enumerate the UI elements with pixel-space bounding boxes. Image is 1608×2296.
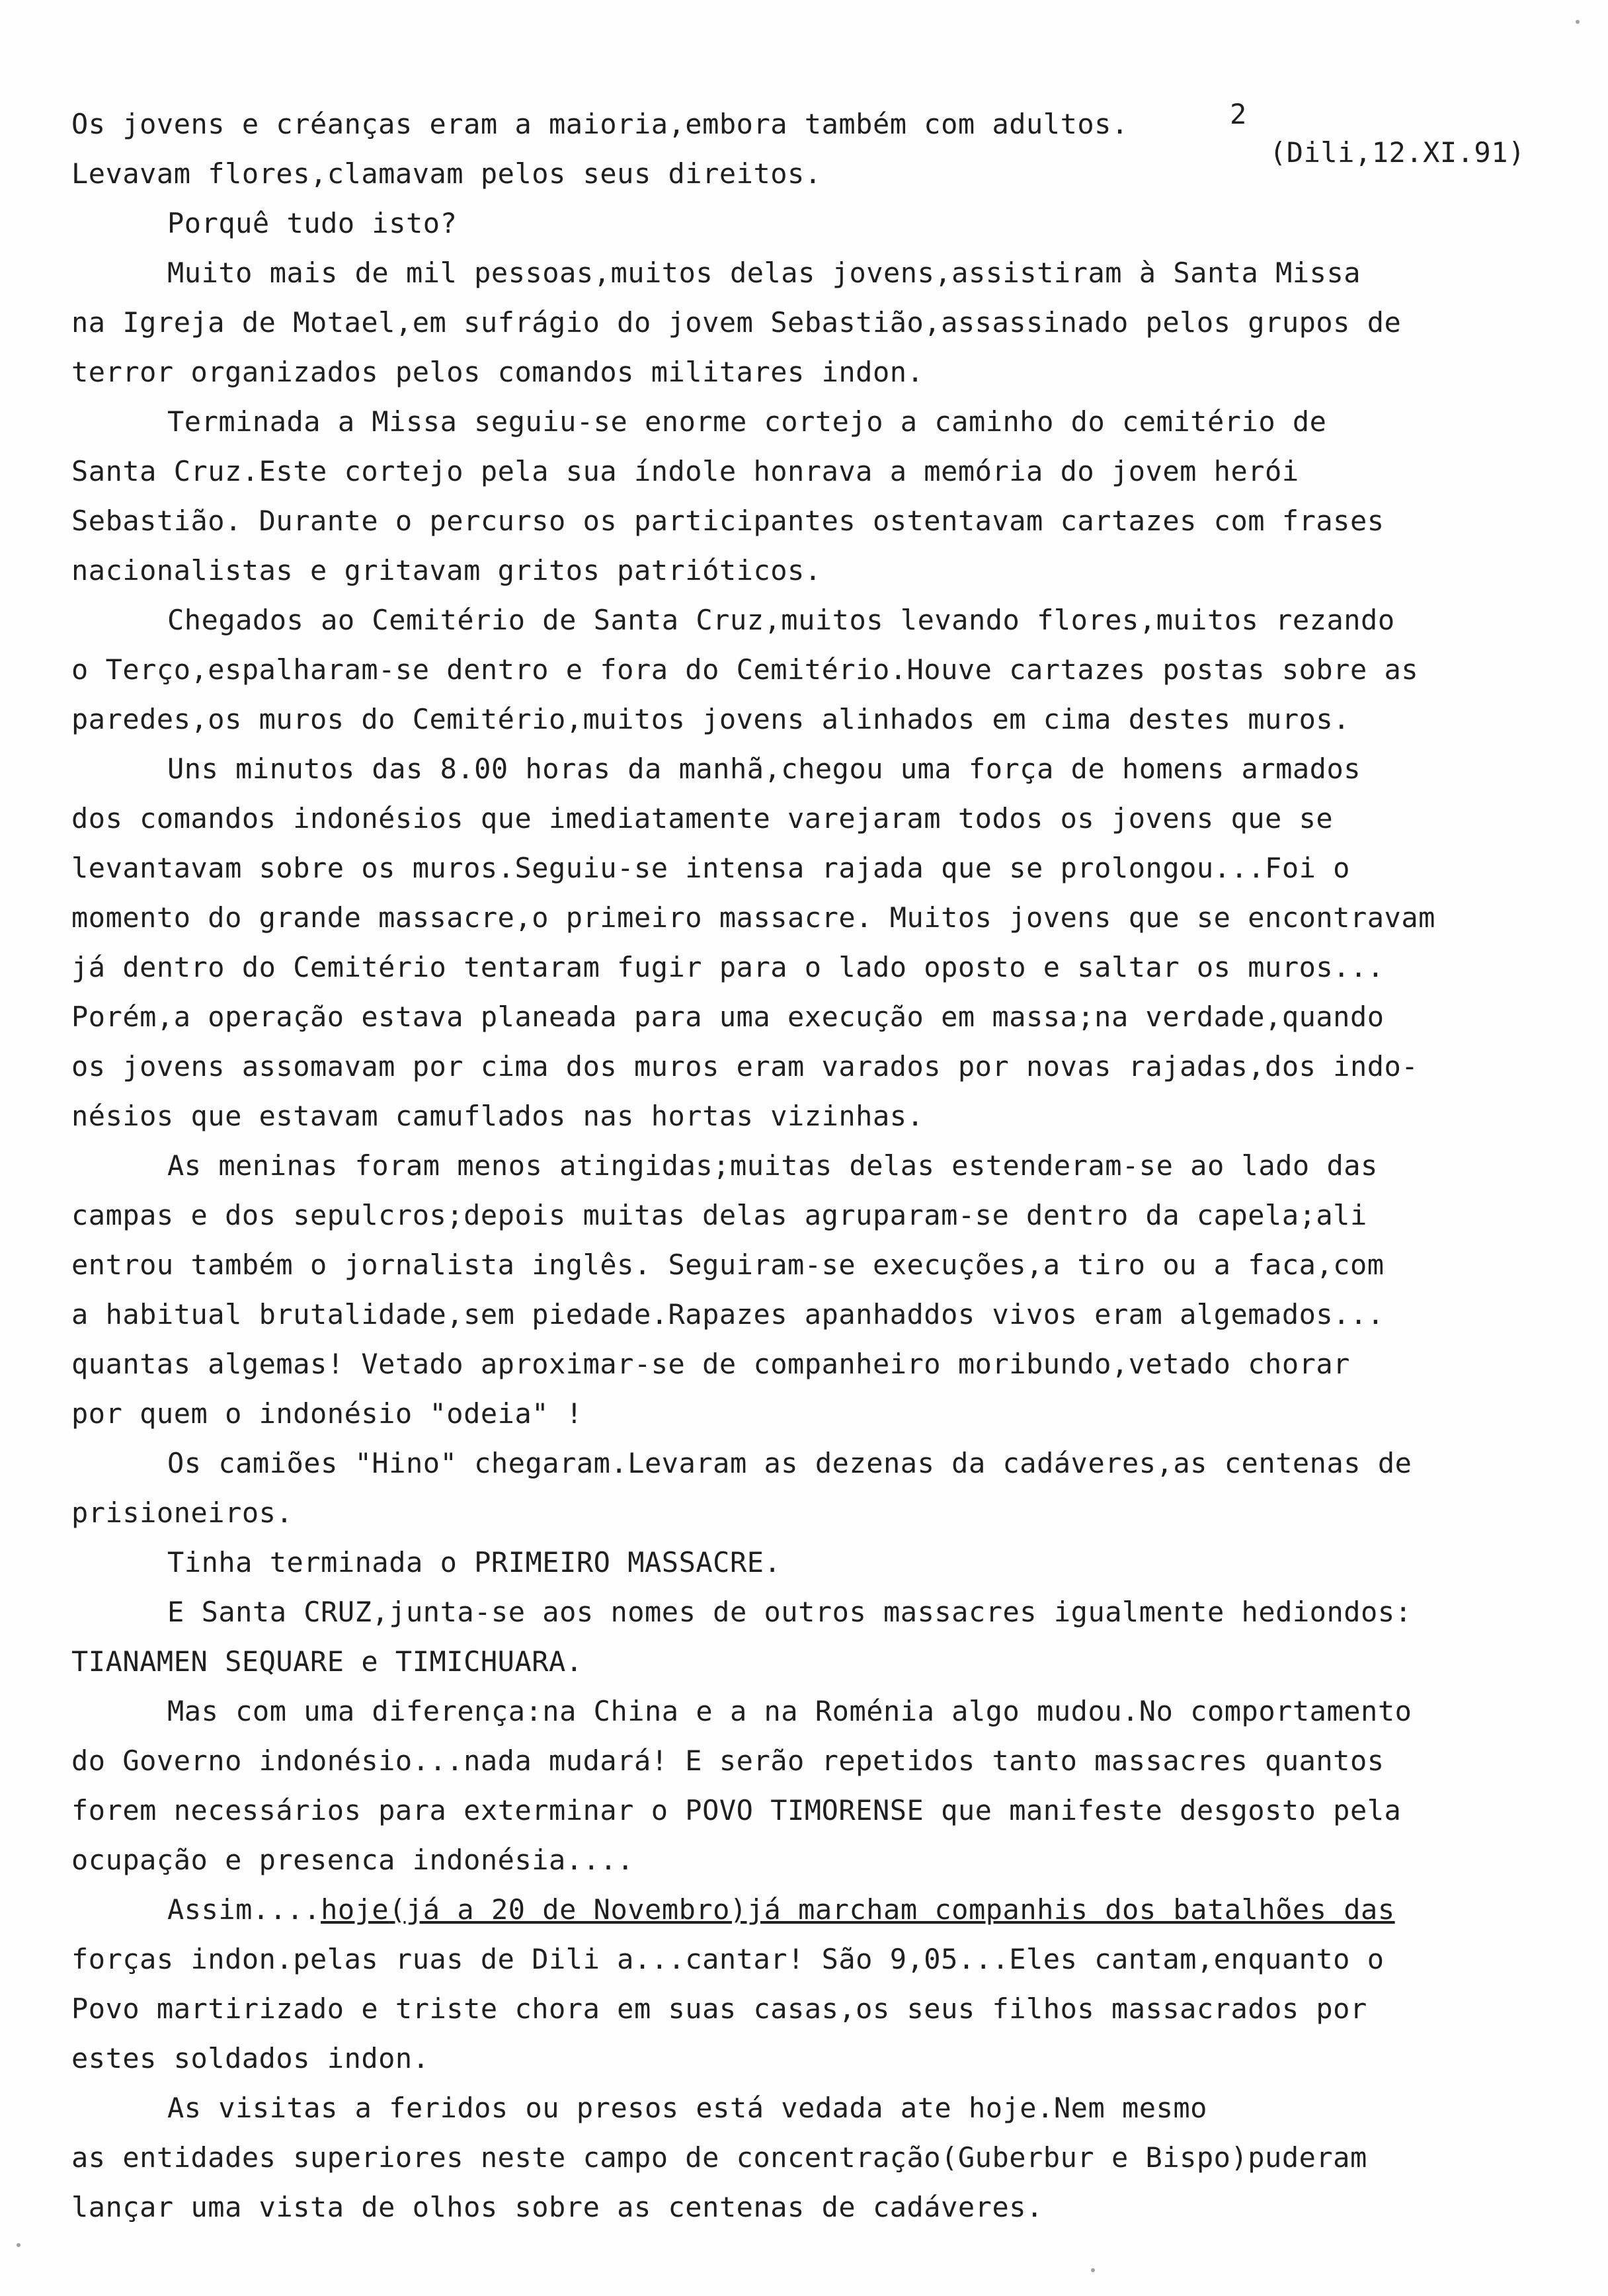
text-line: E Santa CRUZ,junta-se aos nomes de outros massacres igualmente hediondos: (167, 1596, 1412, 1628)
text-line: momento do grande massacre,o primeiro massacre. Muitos jovens que se encontravam (71, 901, 1435, 934)
text-line: dos comandos indonésios que imediatamente varejaram todos os jovens que se (71, 802, 1334, 835)
text-line: Uns minutos das 8.00 horas da manhã,chegou uma força de homens armados (167, 753, 1361, 785)
underlined-word: hoje (321, 1893, 389, 1926)
text-line: Santa Cruz.Este cortejo pela sua índole honrava a memória do jovem herói (71, 455, 1299, 487)
text-line: forem necessários para exterminar o POVO TIMORENSE que manifeste desgosto pela (71, 1794, 1402, 1826)
text-line: Sebastião. Durante o percurso os participantes ostentavam cartazes com frases (71, 505, 1385, 537)
text-line: a habitual brutalidade,sem piedade.Rapazes apanhaddos vivos eram algemados... (71, 1298, 1385, 1331)
text-line: Muito mais de mil pessoas,muitos delas jovens,assistiram à Santa Missa (167, 257, 1361, 289)
text-line: forças indon.pelas ruas de Dili a...cantar! São 9,05...Eles cantam,enquanto o (71, 1943, 1385, 1975)
text-line: estes soldados indon. (71, 2042, 430, 2074)
text-line: entrou também o jornalista inglês. Seguiram-se execuções,a tiro ou a faca,com (71, 1249, 1385, 1281)
text-line: Porém,a operação estava planeada para uma execução em massa;na verdade,quando (71, 1001, 1385, 1033)
text-line: paredes,os muros do Cemitério,muitos jovens alinhados em cima destes muros. (71, 703, 1350, 735)
text-line: nacionalistas e gritavam gritos patrióticos. (71, 554, 822, 587)
text-line: ocupação e presenca indonésia.... (71, 1844, 634, 1876)
page-number: 2 (1230, 98, 1247, 130)
text-line: Os camiões "Hino" chegaram.Levaram as dezenas da cadáveres,as centenas de (167, 1447, 1412, 1479)
scan-speck (1091, 2268, 1095, 2272)
text-line-with-underline (71, 1885, 1539, 1934)
place-date: (Dili,12.XI.91) (1269, 136, 1525, 169)
text-line: Terminada a Missa seguiu-se enorme cortejo a caminho do cemitério de (167, 405, 1327, 438)
underlined-text: (já a 20 de Novembro)já marcham companhis dos batalhões das (389, 1893, 1395, 1926)
text-line: quantas algemas! Vetado aproximar-se de companheiro moribundo,vetado chorar (71, 1348, 1350, 1380)
text-line: As meninas foram menos atingidas;muitas delas estenderam-se ao lado das (167, 1149, 1378, 1182)
text-line: as entidades superiores neste campo de concentração(Guberbur e Bispo)puderam (71, 2141, 1367, 2174)
text-line: campas e dos sepulcros;depois muitas delas agruparam-se dentro da capela;ali (71, 1199, 1367, 1231)
scan-speck (17, 2243, 20, 2247)
text-line: levantavam sobre os muros.Seguiu-se intensa rajada que se prolongou...Foi o (71, 852, 1350, 884)
text-line: Levavam flores,clamavam pelos seus direitos. (71, 157, 822, 190)
text-line: terror organizados pelos comandos militares indon. (71, 356, 924, 388)
text-line: Tinha terminada o PRIMEIRO MASSACRE. (167, 1546, 782, 1578)
text-line: Porquê tudo isto? (167, 207, 458, 239)
scan-speck (1576, 20, 1580, 24)
text-line: Os jovens e créanças eram a maioria,embora também com adultos. (71, 108, 1129, 140)
text-line: TIANAMEN SEQUARE e TIMICHUARA. (71, 1645, 583, 1678)
text-line: Mas com uma diferença:na China e a na Roménia algo mudou.No comportamento (167, 1695, 1412, 1727)
text-line: o Terço,espalharam-se dentro e fora do Cemitério.Houve cartazes postas sobre as (71, 653, 1419, 686)
text-line: do Governo indonésio...nada mudará! E serão repetidos tanto massacres quantos (71, 1744, 1385, 1777)
text-line: prisioneiros. (71, 1496, 294, 1529)
text-segment: Assim.... (167, 1893, 321, 1926)
text-line: os jovens assomavam por cima dos muros eram varados por novas rajadas,dos indo- (71, 1050, 1419, 1083)
text-line: por quem o indonésio "odeia" ! (71, 1397, 583, 1430)
text-line: nésios que estavam camuflados nas hortas vizinhas. (71, 1100, 924, 1132)
text-line: Chegados ao Cemitério de Santa Cruz,muitos levando flores,muitos rezando (167, 604, 1395, 636)
text-line: As visitas a feridos ou presos está vedada ate hoje.Nem mesmo (167, 2092, 1207, 2124)
text-line: lançar uma vista de olhos sobre as centenas de cadáveres. (71, 2191, 1043, 2223)
body-text (71, 99, 1539, 2232)
text-line: na Igreja de Motael,em sufrágio do jovem Sebastião,assassinado pelos grupos de (71, 306, 1402, 339)
text-line: já dentro do Cemitério tentaram fugir para o lado oposto e saltar os muros... (71, 951, 1385, 983)
text-line: Povo martirizado e triste chora em suas casas,os seus filhos massacrados por (71, 1992, 1367, 2025)
